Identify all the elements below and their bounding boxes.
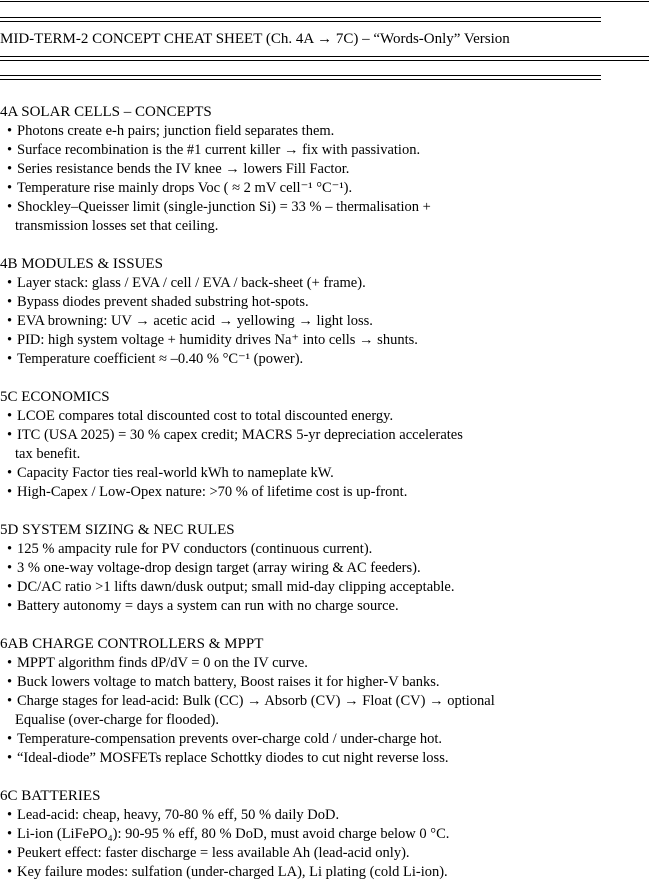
bullet-text: Peukert effect: faster discharge = less available Ah (lead-acid only). xyxy=(17,845,410,861)
top-rule-2 xyxy=(0,17,601,18)
bullet-icon: • xyxy=(7,332,13,348)
bullet-item xyxy=(0,730,649,749)
bullet-icon: • xyxy=(7,465,13,481)
section xyxy=(0,103,649,236)
bullet-text: MPPT algorithm finds dP/dV = 0 on the IV curve. xyxy=(17,655,308,671)
section-heading: 5C ECONOMICS xyxy=(0,389,110,405)
bullet-icon: • xyxy=(7,598,13,614)
bullet-item xyxy=(0,597,649,616)
bullet-item xyxy=(0,293,649,312)
bullet-item xyxy=(0,483,649,502)
bullet-icon: • xyxy=(7,750,13,766)
bullet-continuation: Equalise (over-charge for flooded). xyxy=(15,712,219,728)
bullet-text: Photons create e-h pairs; junction field separates them. xyxy=(17,123,335,139)
section xyxy=(0,635,649,768)
cheat-sheet-body xyxy=(0,103,649,882)
bullet-text: Li-ion (LiFePO₄): 90-95 % eff, 80 % DoD, must avoid charge below 0 °C. xyxy=(17,826,450,842)
title-rule-2 xyxy=(0,60,649,61)
bullet-text: “Ideal-diode” MOSFETs replace Schottky diodes to cut night reverse loss. xyxy=(17,750,449,766)
bullet-icon: • xyxy=(7,294,13,310)
bullet-icon: • xyxy=(7,655,13,671)
bullet-icon: • xyxy=(7,484,13,500)
bullet-icon: • xyxy=(7,142,13,158)
bullet-icon: • xyxy=(7,161,13,177)
title-rule-3 xyxy=(0,75,601,76)
section xyxy=(0,787,649,882)
bullet-item xyxy=(0,179,649,198)
section xyxy=(0,388,649,502)
bullet-item xyxy=(0,122,649,141)
title-rule-4 xyxy=(0,79,601,80)
bullet-icon: • xyxy=(7,731,13,747)
bullet-text: EVA browning: UV → acetic acid → yellowing → light loss. xyxy=(17,313,373,329)
bullet-text: Buck lowers voltage to match battery, Boost raises it for higher-V banks. xyxy=(17,674,440,690)
top-rule-3 xyxy=(0,21,601,22)
bullet-item xyxy=(0,312,649,331)
bullet-icon: • xyxy=(7,313,13,329)
bullet-item xyxy=(0,426,649,445)
top-rule-1 xyxy=(0,1,649,2)
bullet-item xyxy=(0,198,649,217)
bullet-item xyxy=(0,464,649,483)
bullet-item xyxy=(0,540,649,559)
bullet-item xyxy=(0,673,649,692)
bullet-icon: • xyxy=(7,199,13,215)
bullet-item xyxy=(0,559,649,578)
bullet-icon: • xyxy=(7,560,13,576)
bullet-text: Series resistance bends the IV knee → lowers Fill Factor. xyxy=(17,161,350,177)
bullet-text: Bypass diodes prevent shaded substring hot-spots. xyxy=(17,294,309,310)
bullet-icon: • xyxy=(7,845,13,861)
bullet-item xyxy=(0,578,649,597)
section-heading: 6C BATTERIES xyxy=(0,788,101,804)
bullet-icon: • xyxy=(7,807,13,823)
bullet-text: 125 % ampacity rule for PV conductors (continuous current). xyxy=(17,541,373,557)
bullet-item xyxy=(0,806,649,825)
bullet-icon: • xyxy=(7,579,13,595)
bullet-item xyxy=(0,654,649,673)
bullet-text: Key failure modes: sulfation (under-charged LA), Li plating (cold Li-ion). xyxy=(17,864,448,880)
bullet-icon: • xyxy=(7,427,13,443)
bullet-text: 3 % one-way voltage-drop design target (array wiring & AC feeders). xyxy=(17,560,421,576)
bullet-text: Temperature coefficient ≈ –0.40 % °C⁻¹ (power). xyxy=(17,351,304,367)
section-heading: 5D SYSTEM SIZING & NEC RULES xyxy=(0,522,235,538)
bullet-text: High-Capex / Low-Opex nature: >70 % of lifetime cost is up-front. xyxy=(17,484,408,500)
bullet-icon: • xyxy=(7,123,13,139)
bullet-item xyxy=(0,274,649,293)
bullet-text: Temperature rise mainly drops Voc ( ≈ 2 mV cell⁻¹ °C⁻¹). xyxy=(17,180,353,196)
bullet-item xyxy=(0,350,649,369)
bullet-text: Surface recombination is the #1 current killer → fix with passivation. xyxy=(17,142,421,158)
bullet-continuation: tax benefit. xyxy=(15,446,81,462)
bullet-icon: • xyxy=(7,351,13,367)
bullet-text: PID: high system voltage + humidity drives Na⁺ into cells → shunts. xyxy=(17,332,418,348)
bullet-text: Charge stages for lead-acid: Bulk (CC) → Absorb (CV) → Float (CV) → optional xyxy=(17,693,495,709)
title-rule-1 xyxy=(0,56,649,57)
bullet-continuation: transmission losses set that ceiling. xyxy=(15,218,219,234)
section-heading: 4A SOLAR CELLS – CONCEPTS xyxy=(0,104,212,120)
section xyxy=(0,255,649,369)
bullet-text: ITC (USA 2025) = 30 % capex credit; MACRS 5-yr depreciation accelerates xyxy=(17,427,463,443)
bullet-icon: • xyxy=(7,275,13,291)
page-title: MID-TERM-2 CONCEPT CHEAT SHEET (Ch. 4A → 7C) – “Words-Only” Version xyxy=(0,31,510,47)
bullet-icon: • xyxy=(7,408,13,424)
bullet-text: Temperature-compensation prevents over-charge cold / under-charge hot. xyxy=(17,731,443,747)
bullet-item xyxy=(0,407,649,426)
bullet-text: Shockley–Queisser limit (single-junction Si) = 33 % – thermalisation + xyxy=(17,199,431,215)
bullet-item xyxy=(0,141,649,160)
section xyxy=(0,521,649,616)
bullet-icon: • xyxy=(7,674,13,690)
bullet-item xyxy=(0,844,649,863)
bullet-icon: • xyxy=(7,826,13,842)
bullet-text: Battery autonomy = days a system can run with no charge source. xyxy=(17,598,399,614)
bullet-text: Lead-acid: cheap, heavy, 70-80 % eff, 50 % daily DoD. xyxy=(17,807,340,823)
bullet-item xyxy=(0,863,649,882)
bullet-icon: • xyxy=(7,180,13,196)
bullet-text: Capacity Factor ties real-world kWh to nameplate kW. xyxy=(17,465,334,481)
bullet-icon: • xyxy=(7,864,13,880)
bullet-item xyxy=(0,331,649,350)
section-heading: 4B MODULES & ISSUES xyxy=(0,256,163,272)
bullet-icon: • xyxy=(7,541,13,557)
bullet-item xyxy=(0,160,649,179)
section-heading: 6AB CHARGE CONTROLLERS & MPPT xyxy=(0,636,264,652)
bullet-text: LCOE compares total discounted cost to total discounted energy. xyxy=(17,408,394,424)
bullet-text: Layer stack: glass / EVA / cell / EVA / back-sheet (+ frame). xyxy=(17,275,366,291)
bullet-icon: • xyxy=(7,693,13,709)
bullet-text: DC/AC ratio >1 lifts dawn/dusk output; small mid-day clipping acceptable. xyxy=(17,579,455,595)
bullet-item xyxy=(0,749,649,768)
bullet-item xyxy=(0,825,649,844)
bullet-item xyxy=(0,692,649,711)
